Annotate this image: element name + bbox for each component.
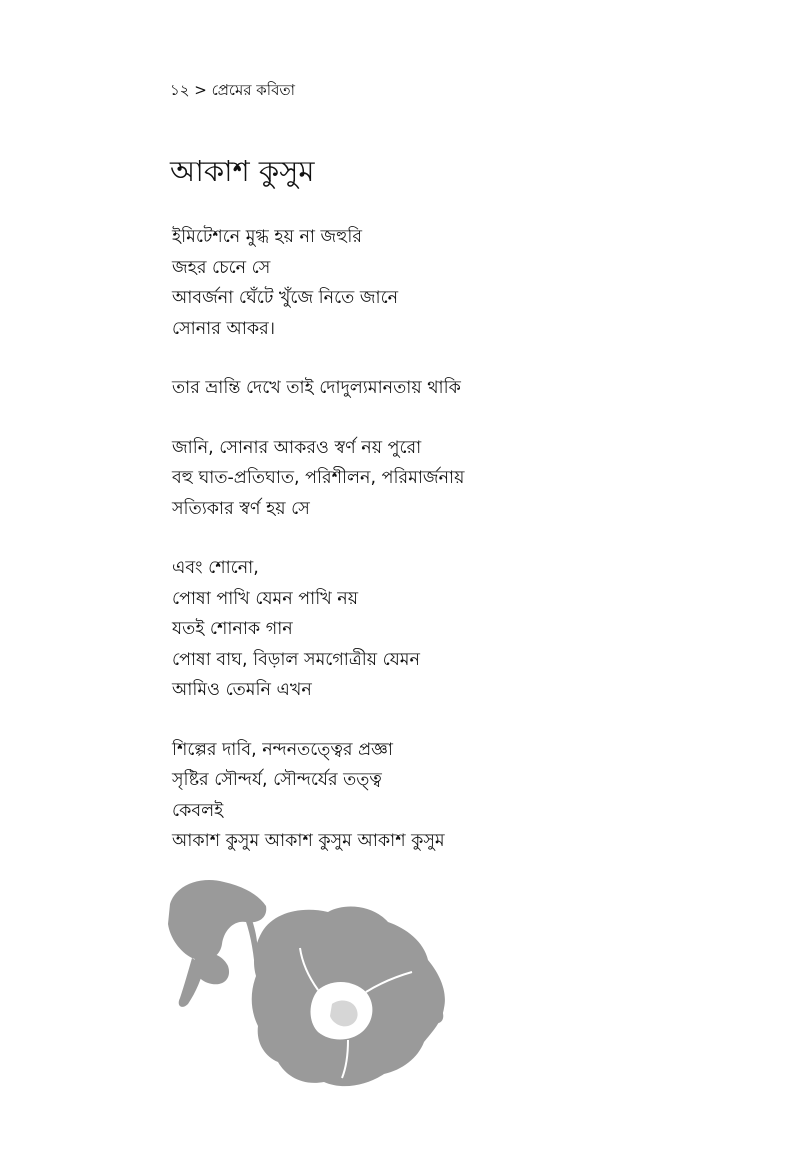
poem-line: পোষা বাঘ, বিড়াল সমগোত্রীয় যেমন (172, 649, 420, 670)
poem-line: এবং শোনো, (172, 558, 259, 578)
book-title: প্রেমের কবিতা (211, 81, 296, 99)
poem-line: জহর চেনে সে (172, 257, 271, 278)
poem-line: সৃষ্টির সৌন্দর্য, সৌন্দর্যের তত্ত্ব (172, 770, 382, 790)
poem-line: আকাশ কুসুম আকাশ কুসুম আকাশ কুসুম (172, 831, 445, 851)
stanza (172, 433, 692, 525)
poem-title: আকাশ কুসুম (170, 154, 315, 188)
poem-line: বহু ঘাত-প্রতিঘাত, পরিশীলন, পরিমার্জনায় (172, 468, 465, 488)
stanza (172, 222, 692, 344)
poem-line: আবর্জনা ঘেঁটে খুঁজে নিতে জানে (172, 288, 399, 308)
page-number: ১২ (170, 81, 190, 99)
poem-line: শিল্পের দাবি, নন্দনতত্ত্বের প্রজ্ঞা (172, 739, 393, 760)
poem-line: আমিও তেমনি এখন (172, 680, 312, 700)
poem-line: কেবলই (172, 800, 224, 821)
hibiscus-flower-icon (162, 872, 452, 1092)
poem-line: ইমিটেশনে মুগ্ধ হয় না জহুরি (172, 227, 362, 247)
poem-line: যতই শোনাক গান (172, 619, 293, 639)
running-header (170, 80, 295, 100)
poem-body (172, 222, 692, 886)
stanza (172, 735, 692, 857)
stanza (172, 373, 692, 404)
poem-line: সত্যিকার স্বর্ণ হয় সে (172, 498, 310, 519)
stanza (172, 553, 692, 706)
header-separator: > (194, 81, 207, 99)
poem-line: পোষা পাখি যেমন পাখি নয় (172, 588, 359, 609)
poem-line: তার ভ্রান্তি দেখে তাই দোদুল্যমানতায় থাকি (172, 378, 461, 398)
poem-line: জানি, সোনার আকরও স্বর্ণ নয় পুরো (172, 437, 422, 458)
poem-line: সোনার আকর। (172, 318, 275, 339)
